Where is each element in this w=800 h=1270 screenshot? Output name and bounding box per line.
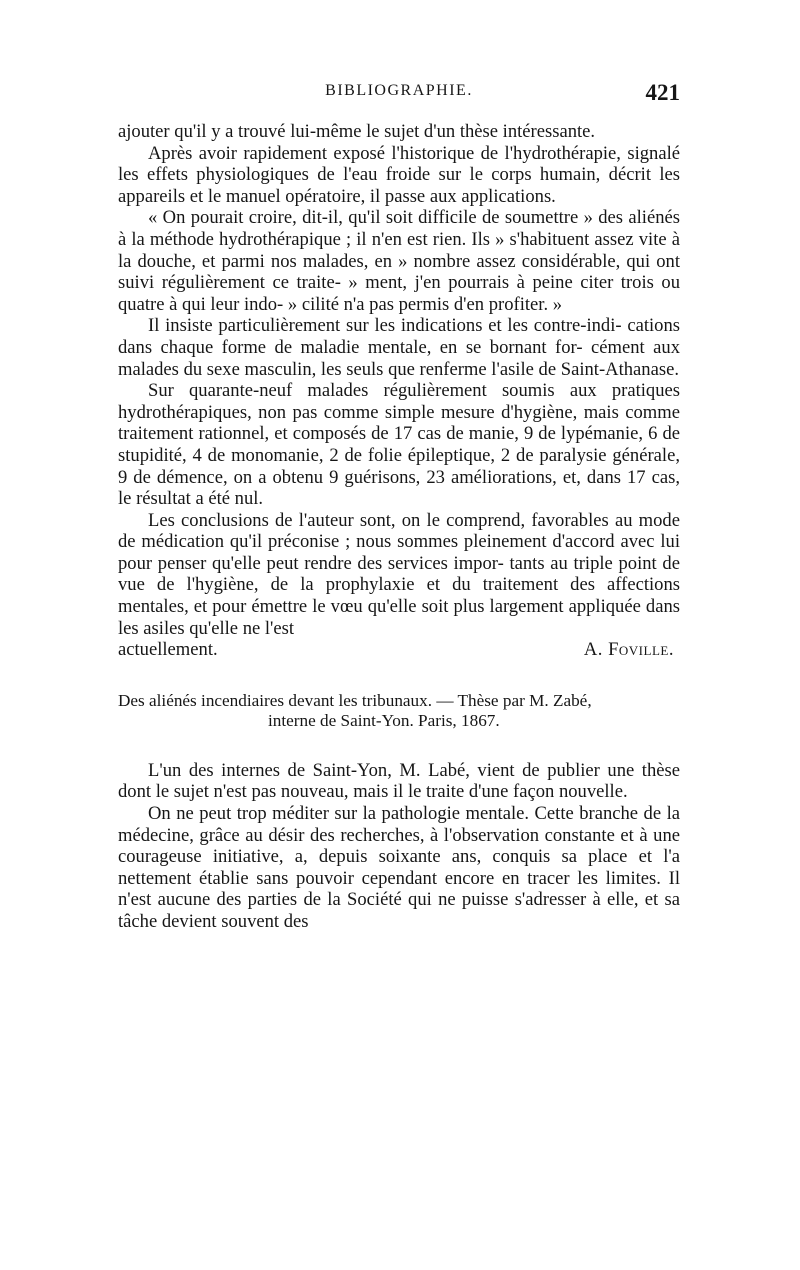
page-header	[118, 80, 680, 110]
review-subtitle: interne de Saint-Yon. Paris, 1867.	[268, 710, 500, 730]
quotation: « On pourait croire, dit-il, qu'il soit difficile de soumettre » des aliénés à la méthode hydrothérapique ; il n'en est rien. Ils » s'habituent assez vite à la douche, et parmi nos malades, en » nombre assez considérable, qui ont suivi régulièrement ce traite- » ment, j'en pourrais à peine citer trois ou quatre à qui leur indo- » cilité n'a pas permis d'en profiter. »	[118, 207, 680, 315]
paragraph: On ne peut trop méditer sur la pathologie mentale. Cette branche de la médecine, grâce au désir des recherches, à l'observation constante et à une courageuse initiative, a, depuis soixante ans, conquis sa place et l'a nettement établie sans pouvoir cependant encore en tracer les limites. Il n'est aucune des parties de la Société qui ne puisse s'adresser à elle, et sa tâche devient souvent des	[118, 803, 680, 932]
review-title: Des aliénés incendiaires devant les tribunaux. — Thèse par M. Zabé,	[118, 690, 592, 710]
paragraph: Après avoir rapidement exposé l'historique de l'hydrothérapie, signalé les effets physiologiques de l'eau froide sur le corps humain, décrit les appareils et le manuel opératoire, il passe aux applications.	[118, 142, 680, 207]
paragraph: Sur quarante-neuf malades régulièrement soumis aux pratiques hydrothérapiques, non pas comme simple mesure d'hygiène, mais comme traitement rationnel, et composés de 17 cas de manie, 9 de lypémanie, 6 de stupidité, 4 de monomanie, 2 de folie épileptique, 2 de paralysie générale, 9 de démence, on a obtenu 9 guérisons, 23 améliorations, et, dans 17 cas, le résultat a été nul.	[118, 380, 680, 510]
body-text	[118, 121, 680, 933]
review-heading	[118, 691, 680, 731]
paragraph: ajouter qu'il y a trouvé lui-même le sujet d'un thèse intéressante.	[118, 121, 596, 142]
closing-line	[118, 639, 680, 661]
paragraph: Les conclusions de l'auteur sont, on le comprend, favorables au mode de médication qu'il préconise ; nous sommes pleinement d'accord avec lui pour penser qu'elle peut rendre des services impor- tants au triple point de vue de l'hygiène, de la prophylaxie et du traitement des affections mentales, et pour émettre le vœu qu'elle soit plus largement appliquée dans les asiles qu'elle ne l'est	[118, 509, 680, 639]
page-number: 421	[645, 80, 680, 105]
running-title: BIBLIOGRAPHIE.	[325, 82, 473, 99]
paragraph: Il insiste particulièrement sur les indications et les contre-indi- cations dans chaque forme de maladie mentale, en se bornant for- cément aux malades du sexe masculin, les seuls que renferme l'asile de Saint-Athanase.	[118, 315, 680, 380]
author-signature: A. Foville.	[583, 639, 674, 661]
closing-word: actuellement.	[118, 639, 218, 661]
paragraph: L'un des internes de Saint-Yon, M. Labé, vient de publier une thèse dont le sujet n'est pas nouveau, mais il le traite d'une façon nouvelle.	[118, 759, 680, 803]
